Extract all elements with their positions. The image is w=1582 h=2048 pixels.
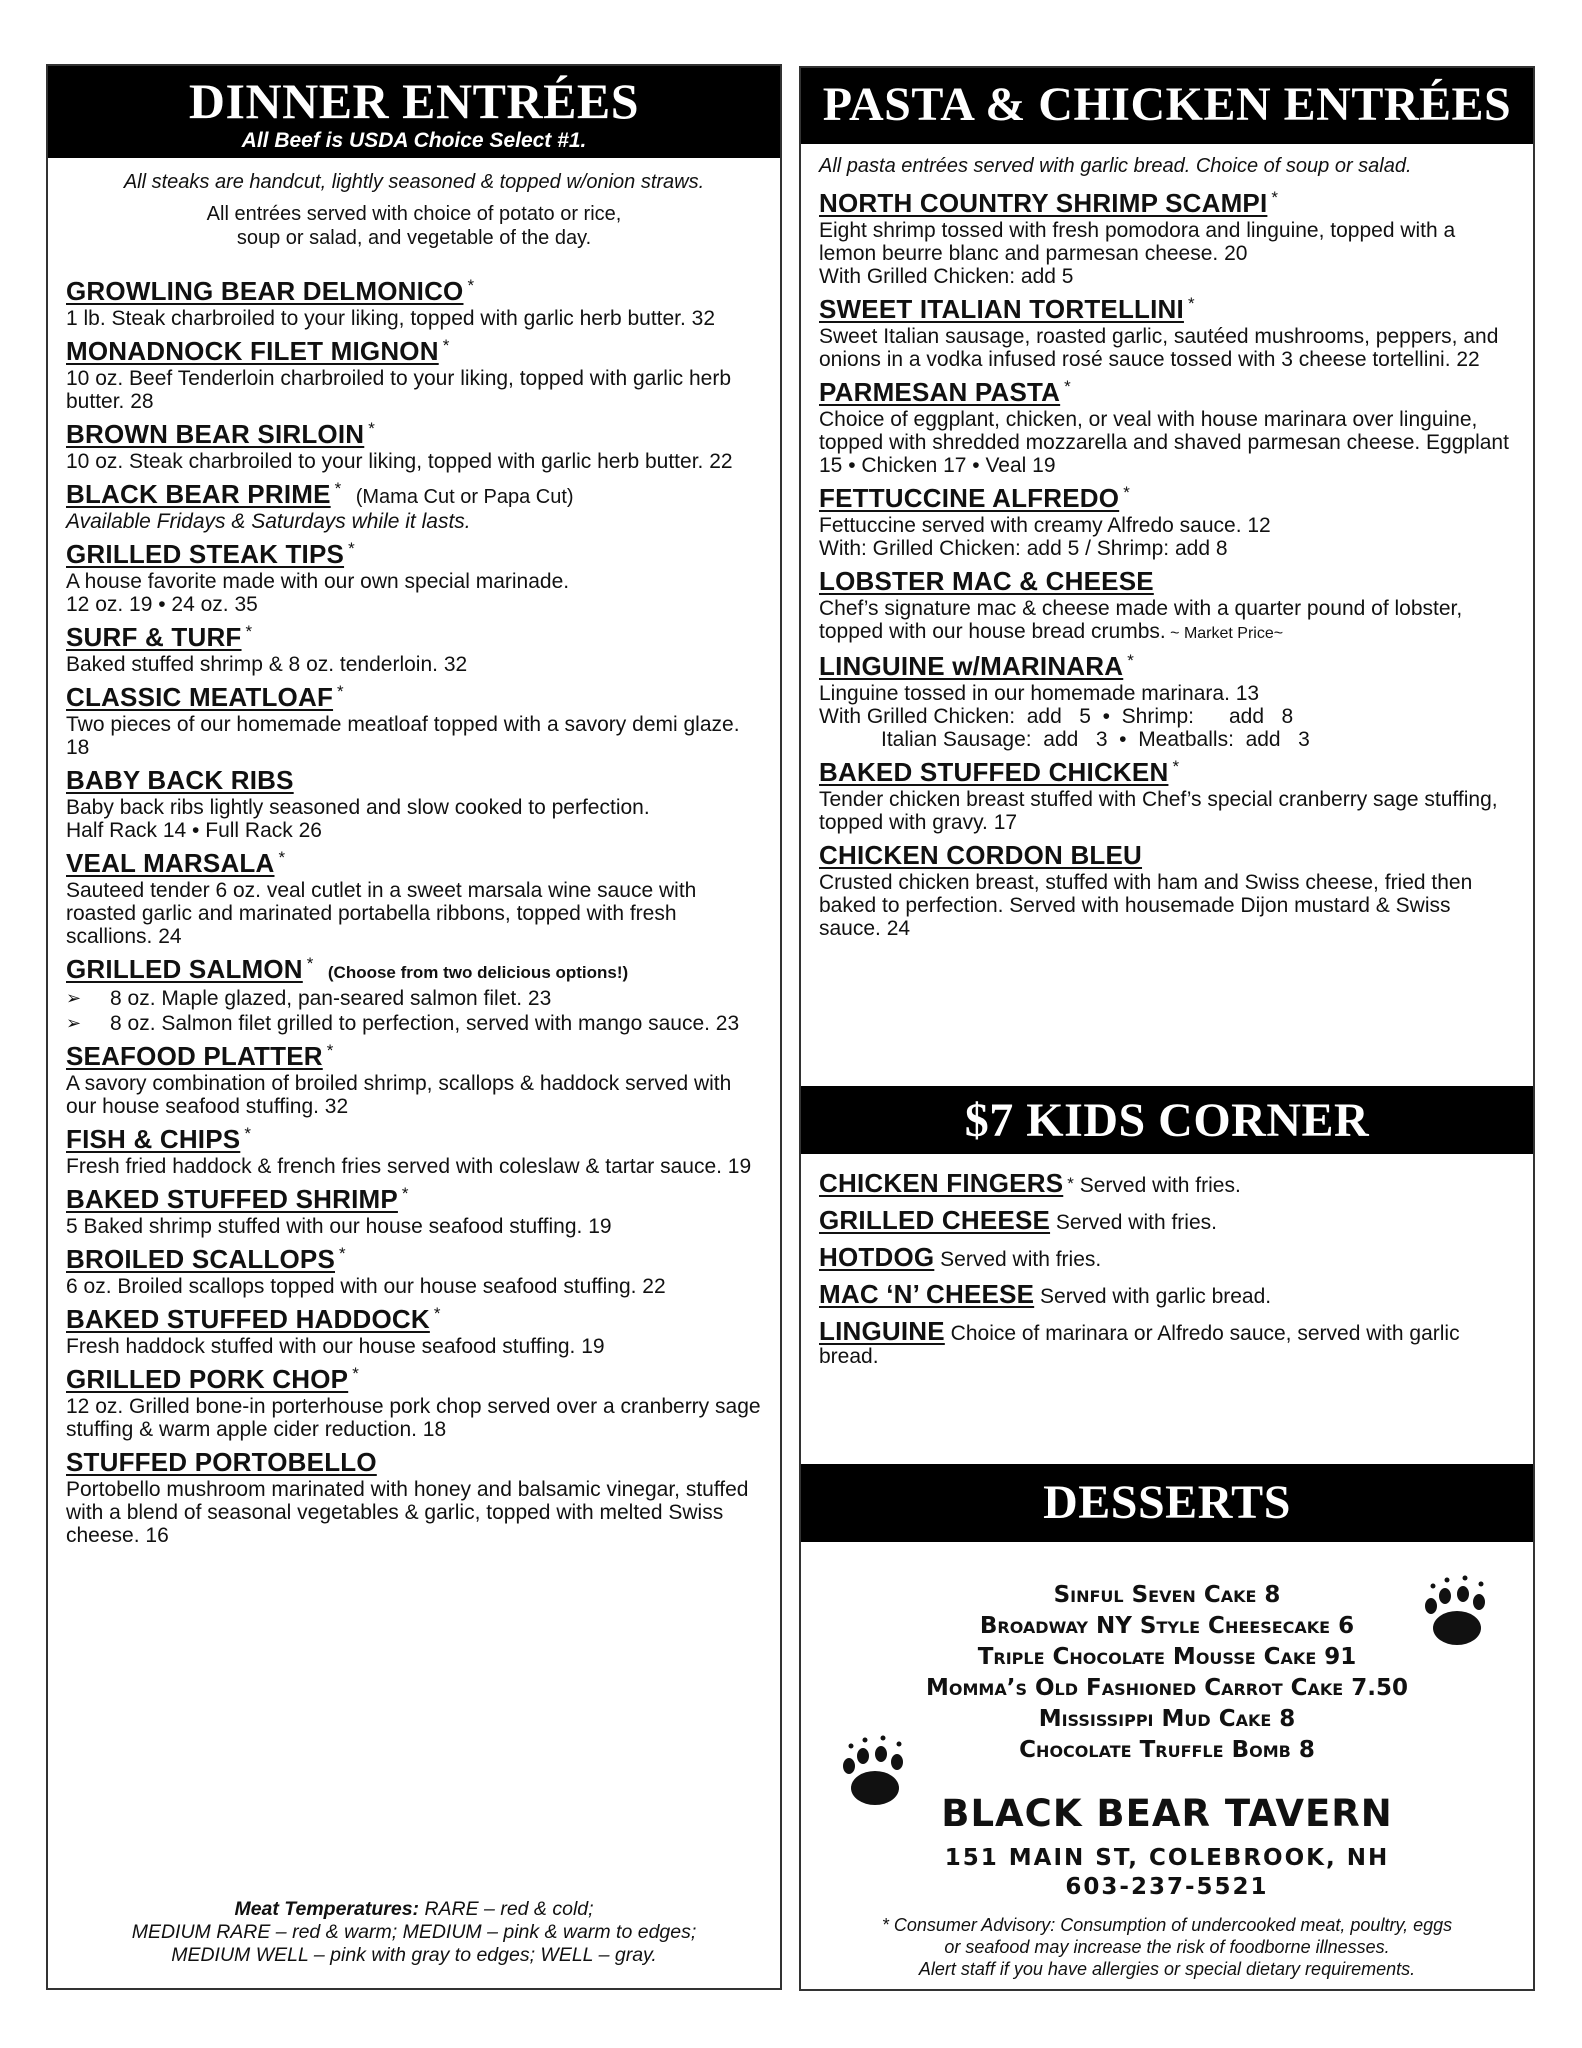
dessert-item: Momma’s Old Fashioned Carrot Cake 7.50 [926,1675,1408,1701]
kids-title: $7 KIDS CORNER [964,1094,1370,1147]
kids-item [819,1279,1515,1309]
item-desc: Served with fries. [940,1248,1102,1271]
menu-item [66,682,762,759]
tavern-name: BLACK BEAR TAVERN [941,1792,1393,1835]
item-name: SURF & TURF [66,622,242,652]
dinner-intro-italic: All steaks are handcut, lightly seasoned & topped w/onion straws. [123,171,705,193]
dinner-intro-line2: soup or salad, and vegetable of the day. [236,227,592,249]
menu-item [66,765,762,842]
menu-item [66,848,762,948]
item-name: HOTDOG [819,1242,935,1272]
star-marker: * [433,1304,441,1323]
item-name: BROILED SCALLOPS [66,1244,335,1274]
item-name: GROWLING BEAR DELMONICO [66,276,464,306]
dessert-item: Mississippi Mud Cake 8 [1038,1706,1296,1732]
pasta-items [801,154,1533,946]
menu-item [66,419,762,473]
item-desc: Chef’s signature mac & cheese made with a quarter pound of lobster, topped with our house bread crumbs. [819,597,1463,643]
star-marker: * [401,1184,409,1203]
option-text: 8 oz. Salmon filet grilled to perfection, served with mango sauce. 23 [110,1012,740,1035]
kids-items [801,1168,1533,1380]
item-desc: Baked stuffed shrimp & 8 oz. tenderloin. 32 [66,653,468,676]
temps-line1: RARE – red & cold; [419,1898,594,1920]
item-name: GRILLED SALMON [66,954,303,984]
item-name: LINGUINE w/MARINARA [819,651,1124,681]
dinner-subtitle: All Beef is USDA Choice Select #1. [241,129,587,152]
dessert-item: Sinful Seven Cake 8 [1053,1582,1281,1608]
kids-item [819,1316,1515,1368]
item-addon: With Grilled Chicken: add 5 • Shrimp: add 8 [819,705,1294,728]
market-price: ~ Market Price~ [1165,625,1284,642]
item-name: BABY BACK RIBS [66,765,294,795]
kids-item [819,1168,1515,1198]
item-name: BAKED STUFFED SHRIMP [66,1184,398,1214]
item-desc: Sweet Italian sausage, roasted garlic, sautéed mushrooms, peppers, and onions in a vodka infused rosé sauce tossed with 3 cheese tortellini. 22 [819,325,1499,371]
right-panel [799,66,1535,1991]
temps-line2: MEDIUM RARE – red & warm; MEDIUM – pink & warm to edges; [131,1921,697,1943]
dinner-intro-line1: All entrées served with choice of potato or rice, [206,203,622,225]
desserts-list [861,1580,1473,1766]
item-desc: A savory combination of broiled shrimp, scallops & haddock served with our house seafood stuffing. 32 [66,1072,732,1118]
bear-paw-icon [1421,1574,1491,1650]
salmon-option [66,1012,762,1035]
dinner-title: DINNER ENTRÉES [188,73,640,129]
temps-label: Meat Temperatures: [234,1898,420,1920]
item-name: FISH & CHIPS [66,1124,241,1154]
menu-item [66,622,762,676]
star-marker: * [1067,1174,1074,1193]
menu-item [819,294,1515,371]
item-price: 12 oz. 19 • 24 oz. 35 [66,593,258,616]
menu-item [66,1244,762,1298]
item-note: (Choose from two delicious options!) [327,963,629,982]
dinner-banner [48,66,780,158]
item-name: GRILLED STEAK TIPS [66,539,345,569]
desserts-title: DESSERTS [1043,1476,1291,1529]
item-name: LINGUINE [819,1316,945,1346]
menu-item [819,840,1515,940]
item-desc: Served with fries. [1055,1211,1217,1234]
item-desc: 6 oz. Broiled scallops topped with our house seafood stuffing. 22 [66,1275,666,1298]
menu-item [66,954,762,1035]
item-desc: Choice of marinara or Alfredo sauce, served with garlic bread. [819,1322,1460,1368]
star-marker: * [442,336,450,355]
item-desc: Tender chicken breast stuffed with Chef’s special cranberry sage stuffing, topped with gravy. 17 [819,788,1498,834]
item-name: BROWN BEAR SIRLOIN [66,419,365,449]
menu-item [66,1124,762,1178]
star-marker: * [326,1041,334,1060]
item-desc: Served with garlic bread. [1040,1285,1272,1308]
option-text: 8 oz. Maple glazed, pan-seared salmon filet. 23 [110,987,552,1010]
item-name: SWEET ITALIAN TORTELLINI [819,294,1184,324]
star-marker: * [467,276,475,295]
tavern-address: 151 MAIN ST, COLEBROOK, NH [944,1845,1390,1871]
star-marker: * [334,479,342,498]
menu-item [819,757,1515,834]
item-name: MONADNOCK FILET MIGNON [66,336,439,366]
item-desc: Sauteed tender 6 oz. veal cutlet in a sweet marsala wine sauce with roasted garlic and marinated portabella ribbons, topped with fresh scallions. 24 [66,879,697,948]
star-marker: * [1064,377,1071,396]
item-desc: Two pieces of our homemade meatloaf topped with a savory demi glaze. 18 [66,713,740,759]
item-desc: 5 Baked shrimp stuffed with our house seafood stuffing. 19 [66,1215,612,1238]
tavern-contact [801,1844,1533,1902]
item-desc: Fresh fried haddock & french fries served with coleslaw & tartar sauce. 19 [66,1155,752,1178]
item-desc: Linguine tossed in our homemade marinara. 13 [819,682,1260,705]
star-marker: * [337,682,344,701]
meat-temperatures [66,1898,762,1967]
item-name: SEAFOOD PLATTER [66,1041,323,1071]
menu-item [66,539,762,616]
item-desc: Eight shrimp tossed with fresh pomodora and linguine, topped with a lemon beurre blanc and parmesan cheese. 20 [819,219,1456,265]
temps-line3: MEDIUM WELL – pink with gray to edges; WELL – gray. [171,1944,657,1966]
menu-item [66,479,762,533]
item-desc: Available Fridays & Saturdays while it lasts. [66,510,471,533]
pasta-intro: All pasta entrées served with garlic bread. Choice of soup or salad. [819,155,1412,177]
dessert-item: Chocolate Truffle Bomb 8 [1019,1737,1315,1763]
item-name: VEAL MARSALA [66,848,275,878]
star-marker: * [244,1124,251,1143]
item-desc: Crusted chicken breast, stuffed with ham and Swiss cheese, fried then baked to perfection. Served with housemade Dijon mustard & Swiss sauce. 24 [819,871,1473,940]
item-name: BAKED STUFFED CHICKEN [819,757,1169,787]
advisory-line3: Alert staff if you have allergies or special dietary requirements. [918,1959,1416,1979]
item-desc: A house favorite made with our own special marinade. [66,570,570,593]
dessert-item: Broadway NY Style Cheesecake 6 [979,1613,1355,1639]
menu-item [66,276,762,330]
item-name: PARMESAN PASTA [819,377,1061,407]
menu-item [66,1304,762,1358]
star-marker: * [245,622,253,641]
star-marker: * [1271,188,1279,207]
item-note: (Mama Cut or Papa Cut) [355,486,574,508]
item-name: BAKED STUFFED HADDOCK [66,1304,430,1334]
star-marker: * [1123,483,1130,502]
star-marker: * [1172,757,1180,776]
item-name: CLASSIC MEATLOAF [66,682,334,712]
item-desc: Choice of eggplant, chicken, or veal with house marinara over linguine, topped with shredded mozzarella and shaved parmesan cheese. Eggplant 15 • Chicken 17 • Veal 19 [819,408,1509,477]
item-desc: Baby back ribs lightly seasoned and slow cooked to perfection. [66,796,650,819]
item-name: GRILLED PORK CHOP [66,1364,349,1394]
menu-item [819,483,1515,560]
menu-item [819,377,1515,477]
item-name: MAC ‘N’ CHEESE [819,1279,1035,1309]
pasta-title: PASTA & CHICKEN ENTRÉES [822,78,1512,131]
item-name: CHICKEN FINGERS [819,1168,1064,1198]
item-price: Half Rack 14 • Full Rack 26 [66,819,322,842]
desserts-banner [801,1464,1533,1542]
item-desc: Portobello mushroom marinated with honey and balsamic vinegar, stuffed with a blend of seasonal vegetables & garlic, topped with melted Swiss cheese. 16 [66,1478,749,1547]
item-desc: Fettuccine served with creamy Alfredo sauce. 12 [819,514,1271,537]
item-name: BLACK BEAR PRIME [66,479,331,509]
item-name: LOBSTER MAC & CHEESE [819,566,1154,596]
arrow-bullet-icon: ➢ [66,1013,82,1033]
star-marker: * [352,1364,359,1383]
item-desc: Fresh haddock stuffed with our house seafood stuffing. 19 [66,1335,605,1358]
item-desc: Served with fries. [1079,1174,1241,1197]
menu-item [66,1041,762,1118]
star-marker: * [368,419,375,438]
item-desc: 12 oz. Grilled bone-in porterhouse pork chop served over a cranberry sage stuffing & warm apple cider reduction. 18 [66,1395,761,1441]
item-addon: With: Grilled Chicken: add 5 / Shrimp: add 8 [819,537,1228,560]
item-desc: 1 lb. Steak charbroiled to your liking, topped with garlic herb butter. 32 [66,307,716,330]
star-marker: * [278,848,286,867]
item-addon: With Grilled Chicken: add 5 [819,265,1074,288]
item-name: GRILLED CHEESE [819,1205,1051,1235]
item-name: NORTH COUNTRY SHRIMP SCAMPI [819,188,1268,218]
menu-item [819,566,1515,645]
kids-item [819,1205,1515,1235]
advisory-line1: * Consumer Advisory: Consumption of undercooked meat, poultry, eggs [881,1915,1453,1935]
item-desc: 10 oz. Beef Tenderloin charbroiled to your liking, topped with garlic herb butter. 28 [66,367,732,413]
item-name: FETTUCCINE ALFREDO [819,483,1120,513]
consumer-advisory [817,1914,1517,1980]
tavern-phone: 603-237-5521 [1065,1874,1269,1900]
item-desc: 10 oz. Steak charbroiled to your liking, topped with garlic herb butter. 22 [66,450,733,473]
dinner-intro [48,170,780,250]
menu-item [66,336,762,413]
item-name: CHICKEN CORDON BLEU [819,840,1143,870]
menu-item [66,1184,762,1238]
pasta-banner [801,68,1533,144]
item-addon: Italian Sausage: add 3 • Meatballs: add 3 [881,728,1310,751]
dinner-panel [46,64,782,1990]
menu-item [66,1364,762,1441]
arrow-bullet-icon: ➢ [66,988,82,1008]
menu-item [819,651,1515,751]
star-marker: * [306,954,314,973]
star-marker: * [1127,651,1134,670]
salmon-option [66,987,762,1010]
star-marker: * [1187,294,1195,313]
menu-item [66,1447,762,1547]
advisory-line2: or seafood may increase the risk of foodborne illnesses. [944,1937,1390,1957]
dinner-items [48,276,780,1553]
star-marker: * [339,1244,346,1263]
menu-item [819,188,1515,288]
dessert-item: Triple Chocolate Mousse Cake 91 [977,1644,1357,1670]
kids-banner [801,1086,1533,1154]
star-marker: * [348,539,355,558]
kids-item [819,1242,1515,1272]
item-name: STUFFED PORTOBELLO [66,1447,377,1477]
